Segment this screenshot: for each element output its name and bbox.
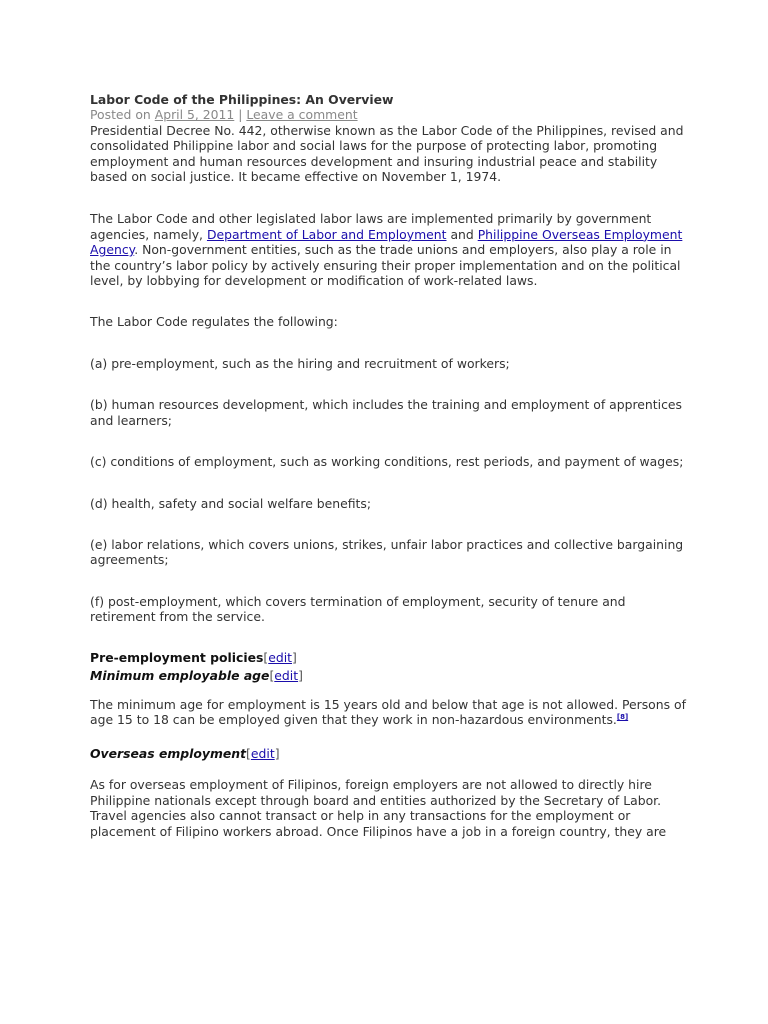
list-item: (e) labor relations, which covers unions, strikes, unfair labor practices and collective bargaining agreements; — [90, 536, 684, 568]
edit-bracket-open: [ — [269, 667, 275, 683]
edit-link[interactable]: edit — [274, 667, 299, 683]
edit-section-link — [269, 668, 302, 683]
meta-separator: | — [234, 107, 247, 123]
pre-employment-heading — [90, 649, 690, 667]
min-age-paragraph — [90, 697, 690, 728]
reference-link[interactable]: [8] — [616, 712, 629, 721]
agencies-text-after: . Non-government entities, such as the trade unions and employers, also play a role in the country’s labor policy by actively ensuring their proper implementation and on the political level, by lobbying for development or modification of work-related laws. — [90, 242, 681, 289]
posted-on-label: Posted on — [90, 107, 155, 123]
dole-link[interactable]: Department of Labor and Employment — [206, 226, 447, 242]
edit-bracket-open: [ — [263, 649, 269, 665]
min-age-heading-text: Minimum employable age — [90, 667, 270, 683]
list-item: (f) post-employment, which covers termination of employment, security of tenure and retirement from the service. — [90, 593, 626, 625]
post-date-link[interactable]: April 5, 2011 — [154, 107, 235, 123]
agencies-paragraph — [90, 211, 690, 288]
overseas-heading-text: Overseas employment — [90, 746, 247, 762]
poea-link[interactable]: Philippine Overseas Employment Agency — [90, 226, 683, 258]
min-age-text: The minimum age for employment is 15 years old and below that age is not allowed. Persons of age 15 to 18 can be employed given that they work in non-hazardous environments. — [90, 696, 686, 727]
reference-marker — [617, 713, 628, 721]
list-item: (d) health, safety and social welfare benefits; — [90, 495, 372, 511]
edit-link[interactable]: edit — [250, 746, 275, 762]
post-meta — [90, 107, 690, 122]
overseas-heading — [90, 745, 690, 763]
intro-paragraph: Presidential Decree No. 442, otherwise known as the Labor Code of the Philippines, revised and consolidated Philippine labor and social laws for the purpose of protecting labor, promoting employment and human resources development and insuring industrial peace and stability based on social justice. It became effective on November 1, 1974. — [90, 122, 684, 185]
article — [90, 92, 690, 839]
agencies-text-mid: and — [446, 226, 478, 242]
edit-section-link — [246, 746, 279, 761]
edit-bracket-close: ] — [274, 746, 280, 762]
edit-bracket-open: [ — [246, 746, 251, 762]
min-age-heading — [90, 667, 690, 685]
overseas-paragraph: As for overseas employment of Filipinos, foreign employers are not allowed to directly hire Philippine nationals except through board and entities authorized by the Secretary of Labor. Travel agencies also cannot transact or help in any transactions for the employment or placement of Filipino workers abroad. Once Filipinos have a job in a foreign country, they are — [90, 777, 667, 839]
agencies-text-before: The Labor Code and other legislated labor laws are implemented primarily by government agencies, namely, — [90, 211, 652, 242]
edit-link[interactable]: edit — [268, 649, 293, 665]
list-item: (a) pre-employment, such as the hiring and recruitment of workers; — [90, 355, 510, 371]
list-item: (b) human resources development, which includes the training and employment of apprentices and learners; — [90, 397, 682, 428]
edit-section-link — [263, 650, 296, 665]
list-item: (c) conditions of employment, such as working conditions, rest periods, and payment of wages; — [90, 454, 684, 470]
article-title: Labor Code of the Philippines: An Overview — [90, 92, 394, 107]
edit-bracket-close: ] — [298, 667, 303, 683]
leave-comment-link[interactable]: Leave a comment — [246, 107, 358, 123]
regulates-paragraph: The Labor Code regulates the following: — [90, 314, 338, 330]
pre-employment-heading-text: Pre-employment policies — [90, 649, 264, 665]
edit-bracket-close: ] — [292, 649, 297, 665]
